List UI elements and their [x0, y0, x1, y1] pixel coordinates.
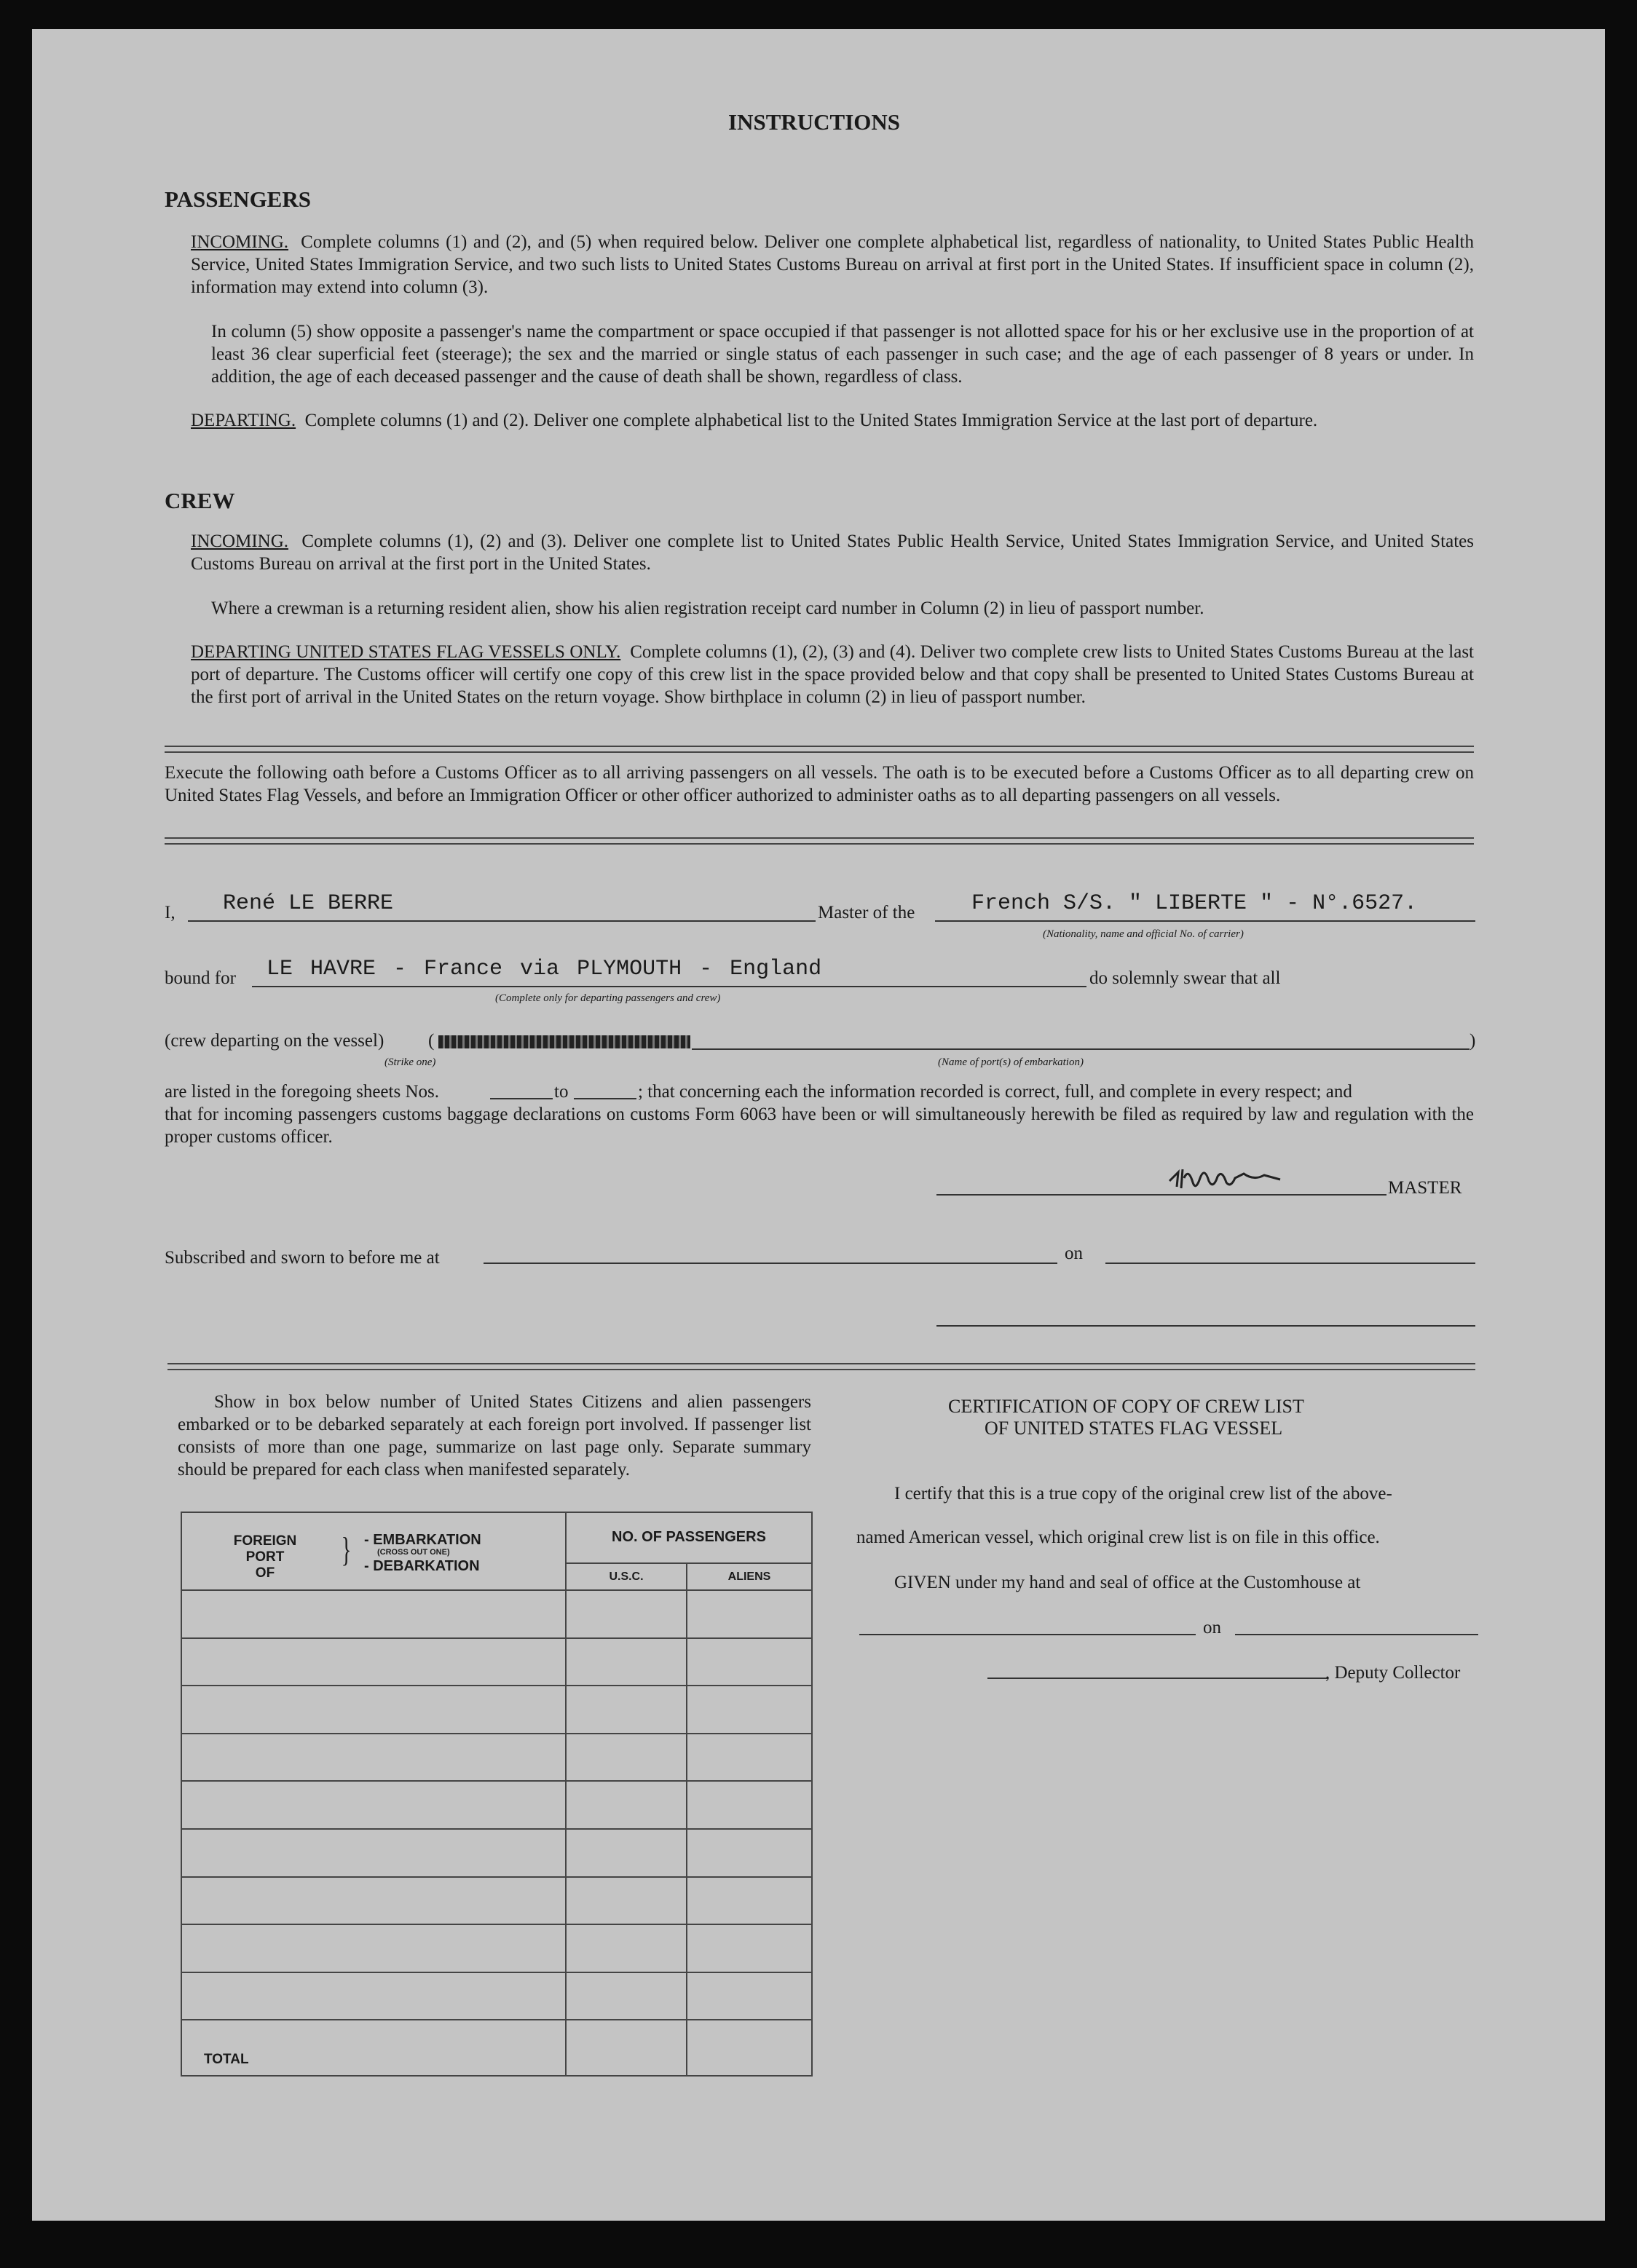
- table-row: [181, 1781, 812, 1829]
- port-label: PORT: [245, 1549, 285, 1565]
- table-row: [181, 1686, 812, 1734]
- aliens-cell[interactable]: [687, 1972, 812, 2020]
- divider: [167, 1369, 1475, 1370]
- aliens-cell[interactable]: [687, 1829, 812, 1877]
- usc-cell[interactable]: [566, 1829, 687, 1877]
- master-signature: [1164, 1159, 1317, 1197]
- usc-cell[interactable]: [566, 1590, 687, 1638]
- listed-to: to: [554, 1082, 569, 1102]
- usc-cell[interactable]: [566, 1686, 687, 1734]
- no-of-passengers-header: NO. OF PASSENGERS: [566, 1512, 812, 1563]
- strike-caption: (Strike one): [384, 1056, 436, 1068]
- struck-out-text: [438, 1035, 690, 1048]
- swear-label: do solemnly swear that all: [1089, 968, 1281, 988]
- table-row: [181, 1877, 812, 1925]
- table-row: [181, 1590, 812, 1638]
- passenger-summary-table: [181, 1512, 813, 2077]
- officer-signature-line[interactable]: [936, 1325, 1475, 1327]
- listed-text-1: are listed in the foregoing sheets Nos.: [165, 1082, 439, 1102]
- deputy-collector-label: , Deputy Collector: [1325, 1663, 1461, 1683]
- usc-cell[interactable]: [566, 1877, 687, 1925]
- port-cell[interactable]: [181, 1877, 566, 1925]
- table-row: [181, 1972, 812, 2020]
- master-label: MASTER: [1388, 1178, 1462, 1198]
- vessel-line[interactable]: [935, 920, 1475, 922]
- aliens-cell[interactable]: [687, 1734, 812, 1782]
- port-cell[interactable]: [181, 1734, 566, 1782]
- total-row: [181, 2020, 812, 2076]
- certification-title-1: CERTIFICATION OF COPY OF CREW LIST: [948, 1396, 1304, 1417]
- brace-glyph: }: [341, 1530, 352, 1569]
- aliens-header: ALIENS: [687, 1563, 812, 1590]
- deputy-signature-line[interactable]: [987, 1678, 1328, 1679]
- summary-instructions: Show in box below number of United States Citizens and alien passengers embarked or to be debarked separately at each foreign port involved. If passenger list consists of more than one page, summarize on last page only. Separate summary should be prepared for each class when manifested separately.: [178, 1392, 811, 1479]
- customhouse-line[interactable]: [859, 1634, 1196, 1635]
- aliens-cell[interactable]: [687, 1686, 812, 1734]
- divider: [165, 837, 1474, 839]
- subscribed-place-line[interactable]: [484, 1263, 1057, 1264]
- port-cell[interactable]: [181, 1686, 566, 1734]
- vessel-caption: (Nationality, name and official No. of carrier): [1043, 928, 1244, 940]
- usc-cell[interactable]: [566, 1638, 687, 1686]
- table-row: [181, 1638, 812, 1686]
- aliens-cell[interactable]: [687, 1781, 812, 1829]
- usc-cell[interactable]: [566, 1781, 687, 1829]
- port-header-cell: [181, 1512, 566, 1590]
- sheet-from-line[interactable]: [490, 1098, 553, 1099]
- divider: [165, 751, 1474, 753]
- subscribed-date-line[interactable]: [1105, 1263, 1475, 1264]
- usc-cell[interactable]: [566, 1734, 687, 1782]
- passengers-incoming-text: Complete columns (1) and (2), and (5) when required below. Deliver one complete alphabetical list, regardless of nationality, to United States Public Health Service, United States Immigration Service, and two such lists to United States Customs Bureau on arrival at first port in the United States. If insufficient space in column (2), information may extend into column (3).: [191, 232, 1474, 297]
- certification-text-2: named American vessel, which original crew list is on file in this office.: [856, 1528, 1380, 1547]
- of-label: OF: [255, 1565, 275, 1581]
- certification-date-line[interactable]: [1235, 1634, 1478, 1635]
- listed-text-3: that for incoming passengers customs baggage declarations on customs Form 6063 have been or will simultaneously herewith be filed as required by law and regulation with the proper customs officer.: [165, 1105, 1474, 1147]
- aliens-cell[interactable]: [687, 1877, 812, 1925]
- crew-heading: CREW: [165, 488, 235, 513]
- master-signature-line[interactable]: [936, 1194, 1386, 1196]
- bound-for-label: bound for: [165, 968, 236, 988]
- crew-resident-paragraph: Where a crewman is a returning resident alien, show his alien registration receipt card number in Column (2) in lieu of passport number.: [211, 598, 1204, 618]
- crew-departing-text: Complete columns (1), (2), (3) and (4). Deliver two complete crew lists to United States Customs Bureau at the last port of departure. The Customs officer will certify one copy of this crew list in the space provided below and that copy shall be presented to United States Customs Bureau at the first port of arrival in the United States on the return voyage. Show birthplace in column (2) in lieu of passport number.: [191, 642, 1474, 707]
- aliens-cell[interactable]: [687, 1638, 812, 1686]
- port-cell[interactable]: [181, 1829, 566, 1877]
- usc-cell[interactable]: [566, 1972, 687, 2020]
- passengers-incoming-paragraph: [191, 231, 1474, 299]
- oath-intro: Execute the following oath before a Customs Officer as to all arriving passengers on all vessels. The oath is to be executed before a Customs Officer as to all departing crew on United States Flag Vessels, and before an Immigration Officer or other officer authorized to administer oaths as to all departing passengers on all vessels.: [165, 763, 1474, 805]
- vessel-value: French S/S. " LIBERTE " - N°.6527.: [971, 891, 1418, 916]
- subscribed-on-label: on: [1065, 1244, 1083, 1263]
- divider: [165, 843, 1474, 845]
- port-caption: (Name of port(s) of embarkation): [938, 1056, 1084, 1068]
- certification-title-2: OF UNITED STATES FLAG VESSEL: [985, 1418, 1283, 1439]
- destination-value: LE HAVRE - France via PLYMOUTH - England: [267, 957, 822, 981]
- aliens-cell[interactable]: [687, 1590, 812, 1638]
- total-label-cell: [181, 2020, 566, 2076]
- usc-header: U.S.C.: [566, 1563, 687, 1590]
- passengers-departing-text: Complete columns (1) and (2). Deliver one complete alphabetical list to the United States Immigration Service at the last port of departure.: [304, 411, 1318, 430]
- oath-i-label: I,: [165, 903, 175, 922]
- debarkation-label: - DEBARKATION: [364, 1558, 480, 1574]
- port-cell[interactable]: [181, 1781, 566, 1829]
- certification-text-1: I certify that this is a true copy of the original crew list of the above-: [894, 1484, 1392, 1504]
- aliens-cell[interactable]: [687, 1924, 812, 1972]
- table-row: [181, 1829, 812, 1877]
- crew-departing-paragraph: [191, 641, 1474, 708]
- master-name-value: René LE BERRE: [223, 891, 394, 916]
- usc-cell[interactable]: [566, 1924, 687, 1972]
- crew-departing-label: DEPARTING UNITED STATES FLAG VESSELS ONLY.: [191, 642, 621, 662]
- crew-departing-label: (crew departing on the vessel): [165, 1031, 384, 1051]
- crew-incoming-text: Complete columns (1), (2) and (3). Deliver one complete list to United States Public Health Service, United States Immigration Service, and United States Customs Bureau on arrival at the first port in the United States.: [191, 532, 1474, 574]
- table-row: [181, 1734, 812, 1782]
- crew-incoming-label: INCOMING.: [191, 532, 289, 551]
- paren-open: (: [428, 1031, 435, 1051]
- embarkation-port-line[interactable]: [692, 1048, 1470, 1050]
- divider: [167, 1363, 1475, 1364]
- total-label: TOTAL: [204, 2052, 249, 2067]
- listed-text-2: ; that concerning each the information recorded is correct, full, and complete in every respect; and: [638, 1082, 1352, 1102]
- passengers-departing-paragraph: [191, 409, 1474, 432]
- aliens-total-cell[interactable]: [687, 2020, 812, 2076]
- destination-caption: (Complete only for departing passengers and crew): [495, 992, 721, 1004]
- crew-incoming-paragraph: [191, 530, 1474, 575]
- sheet-to-line[interactable]: [574, 1098, 636, 1099]
- foreign-port-of-label: [221, 1533, 309, 1581]
- master-of-label: Master of the: [818, 903, 915, 922]
- passengers-heading: PASSENGERS: [165, 186, 311, 212]
- foreign-label: FOREIGN: [233, 1533, 297, 1549]
- passengers-incoming-label: INCOMING.: [191, 232, 289, 252]
- page-title: INSTRUCTIONS: [728, 109, 901, 135]
- table-row: [181, 1924, 812, 1972]
- master-name-line[interactable]: [188, 920, 816, 922]
- divider: [165, 746, 1474, 747]
- port-cell[interactable]: [181, 1924, 566, 1972]
- port-cell[interactable]: [181, 1638, 566, 1686]
- port-cell[interactable]: [181, 1590, 566, 1638]
- passengers-column5-paragraph: In column (5) show opposite a passenger's name the compartment or space occupied if that passenger is not allotted space for his or her exclusive use in the proportion of at least 36 clear superficial feet (steerage); the sex and the married or single status of each passenger in such case; and the age of each passenger of 8 years or under. In addition, the age of each deceased passenger and the cause of death shall be shown, regardless of class.: [211, 322, 1474, 387]
- certification-text-3: GIVEN under my hand and seal of office at the Customhouse at: [894, 1573, 1361, 1592]
- embarkation-label: - EMBARKATION: [364, 1532, 481, 1548]
- passengers-departing-label: DEPARTING.: [191, 411, 296, 430]
- cross-out-label: (CROSS OUT ONE): [377, 1548, 450, 1557]
- certification-on-label: on: [1203, 1618, 1221, 1637]
- usc-total-cell[interactable]: [566, 2020, 687, 2076]
- paren-close: ): [1470, 1031, 1476, 1051]
- subscribed-label: Subscribed and sworn to before me at: [165, 1248, 440, 1268]
- port-cell[interactable]: [181, 1972, 566, 2020]
